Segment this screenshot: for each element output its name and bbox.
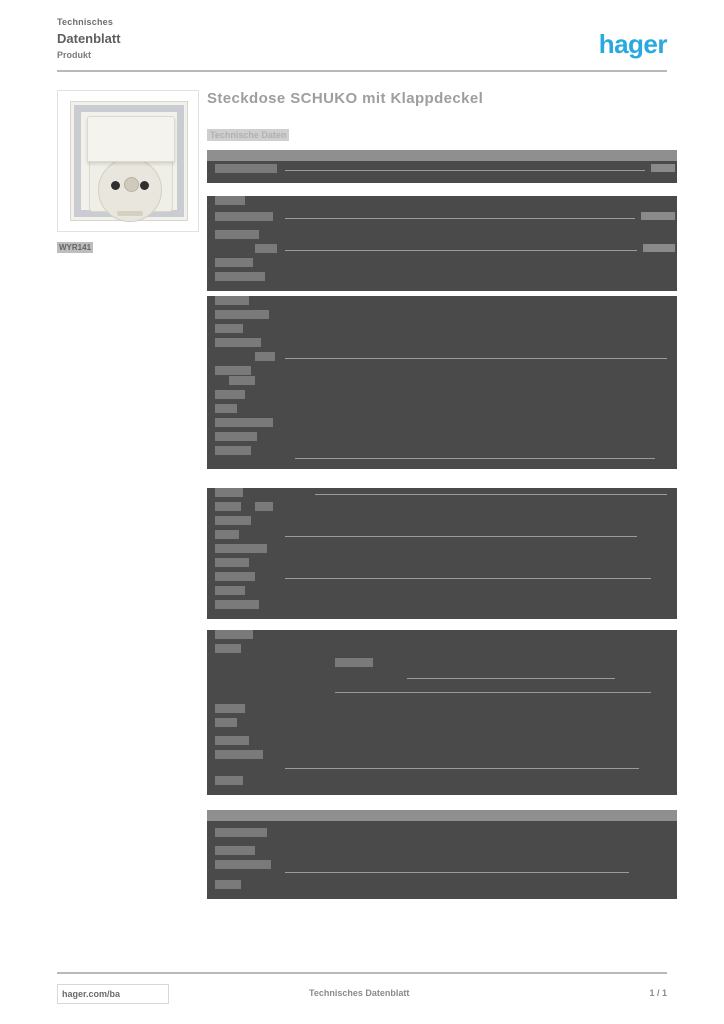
spec-group <box>207 846 677 899</box>
socket-pin-hole-left <box>111 181 120 190</box>
header-title: Datenblatt <box>57 31 121 46</box>
spec-value <box>641 212 675 220</box>
spec-label <box>215 390 245 399</box>
spec-group <box>207 150 677 183</box>
spec-label <box>215 600 259 609</box>
spec-label <box>215 446 251 455</box>
spec-label <box>255 352 275 361</box>
spec-leader-line <box>407 678 615 679</box>
spec-label <box>215 488 243 497</box>
spec-label <box>215 644 241 653</box>
spec-label <box>215 296 249 305</box>
spec-label <box>215 432 257 441</box>
spec-label <box>215 502 241 511</box>
spec-section-header <box>207 150 677 161</box>
spec-label <box>215 196 245 205</box>
spec-label <box>215 586 245 595</box>
document-header <box>57 17 667 69</box>
spec-label <box>229 376 255 385</box>
spec-group <box>207 296 677 395</box>
spec-label <box>215 516 251 525</box>
spec-leader-line <box>285 250 637 251</box>
spec-label <box>215 750 263 759</box>
footer-center-label: Technisches Datenblatt <box>309 988 410 998</box>
spec-section-header <box>207 810 677 821</box>
socket-hinged-lid <box>87 116 175 162</box>
spec-label <box>215 404 237 413</box>
product-image <box>57 90 199 232</box>
spec-label <box>215 338 261 347</box>
spec-leader-line <box>295 458 655 459</box>
spec-label <box>215 846 255 855</box>
page-title: Steckdose SCHUKO mit Klappdeckel <box>207 90 484 107</box>
socket-screw-icon <box>124 177 139 192</box>
spec-label <box>215 212 273 221</box>
spec-label <box>215 572 255 581</box>
spec-label <box>215 164 277 173</box>
spec-label <box>335 658 373 667</box>
header-divider <box>57 70 667 72</box>
spec-label <box>215 324 243 333</box>
spec-label <box>215 366 251 375</box>
spec-label <box>215 630 253 639</box>
spec-label <box>215 310 269 319</box>
spec-label <box>215 776 243 785</box>
spec-leader-line <box>315 494 667 495</box>
socket-contact-ring <box>98 158 162 222</box>
hager-logo: hager <box>598 29 667 59</box>
product-caption: WYR141 <box>59 243 92 252</box>
socket-earth-clip <box>117 211 143 216</box>
spec-leader-line <box>285 218 635 219</box>
footer-page-number: 1 / 1 <box>649 988 667 998</box>
spec-label <box>215 828 267 837</box>
spec-leader-line <box>285 536 637 537</box>
spec-label <box>215 418 273 427</box>
spec-leader-line <box>285 578 651 579</box>
spec-leader-line <box>335 692 651 693</box>
spec-label <box>215 230 259 239</box>
spec-leader-line <box>285 358 667 359</box>
spec-label <box>215 272 265 281</box>
spec-value <box>643 244 675 252</box>
footer-divider <box>57 972 667 974</box>
footer-url[interactable]: hager.com/ba <box>57 984 169 1004</box>
spec-label <box>255 502 273 511</box>
socket-outline-icon <box>70 101 188 221</box>
spec-label <box>215 718 237 727</box>
spec-leader-line <box>285 768 639 769</box>
page-subtitle: Technische Daten <box>207 129 289 141</box>
spec-label <box>215 860 271 869</box>
spec-label <box>215 544 267 553</box>
header-kicker: Technisches <box>57 17 114 27</box>
spec-label <box>215 880 241 889</box>
spec-group <box>207 390 677 469</box>
spec-group <box>207 630 677 737</box>
spec-label <box>215 530 239 539</box>
spec-group <box>207 196 677 291</box>
spec-label <box>215 704 245 713</box>
spec-label <box>215 558 249 567</box>
header-subline: Produkt <box>57 50 92 60</box>
spec-value <box>651 164 675 172</box>
socket-pin-hole-right <box>140 181 149 190</box>
spec-leader-line <box>285 170 645 171</box>
spec-label <box>215 258 253 267</box>
spec-group <box>207 736 677 795</box>
spec-group <box>207 810 677 847</box>
spec-leader-line <box>285 872 629 873</box>
spec-group <box>207 488 677 619</box>
document-footer <box>57 984 667 1006</box>
spec-label <box>215 736 249 745</box>
spec-label <box>255 244 277 253</box>
